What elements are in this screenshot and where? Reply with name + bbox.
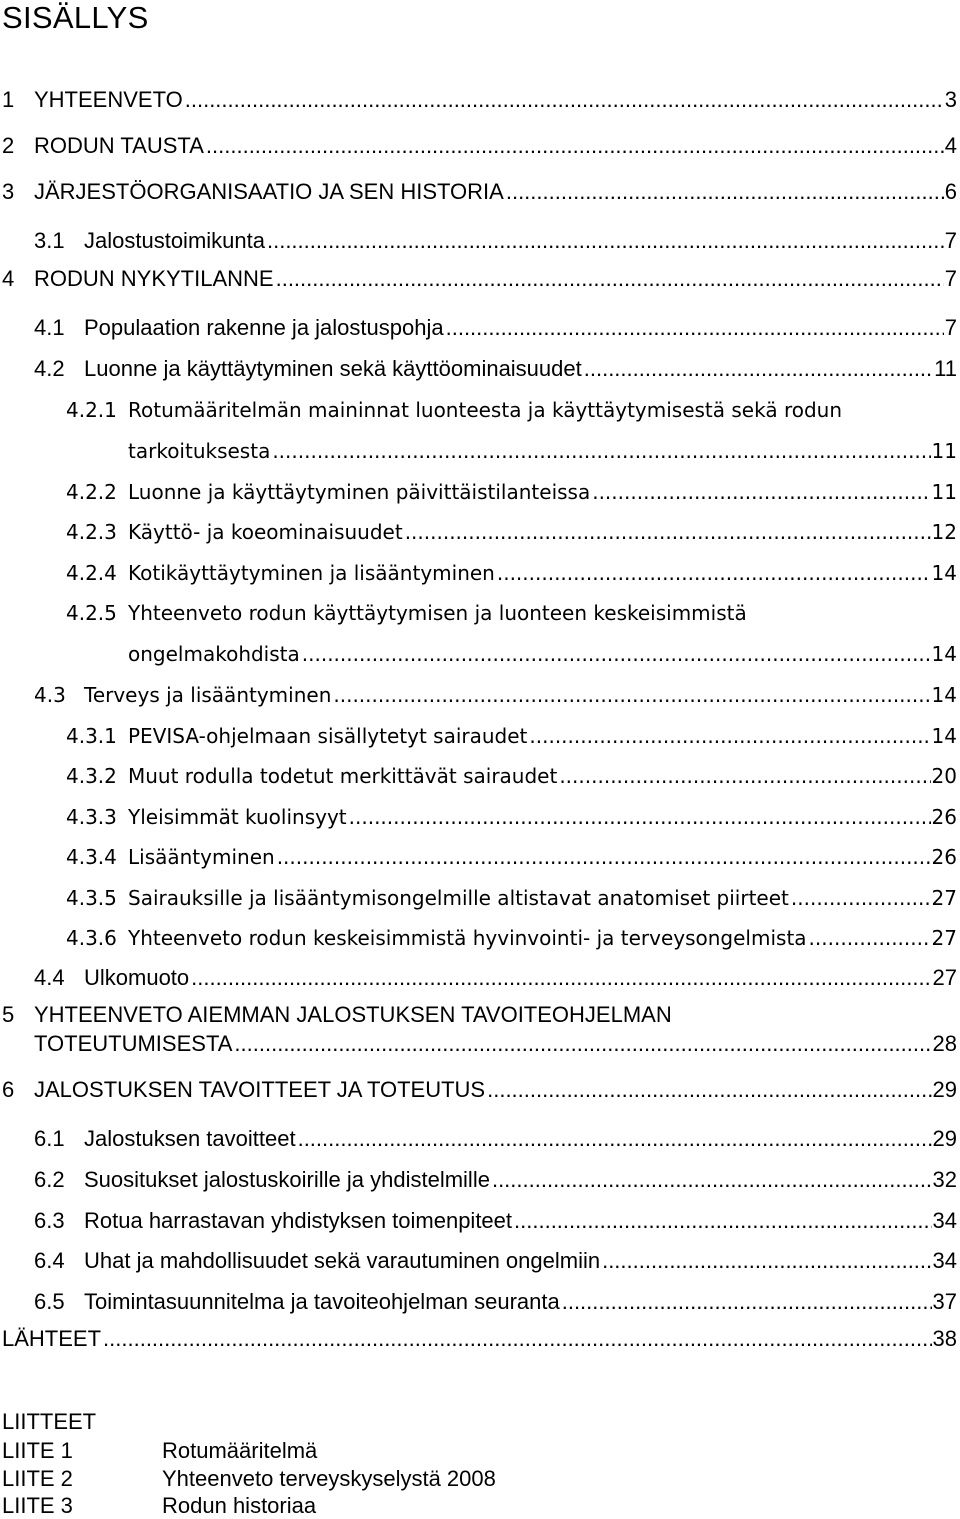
toc-label: Rotumääritelmän maininnat luonteesta ja käyttäytymisestä sekä rodun <box>128 398 843 422</box>
toc-page: 11 <box>934 356 957 381</box>
toc-leader <box>267 228 944 254</box>
toc-leader <box>514 1208 932 1234</box>
toc-leader <box>506 179 944 205</box>
toc-number: 4.2 <box>34 356 65 381</box>
toc-number: 4.3.1 <box>66 724 117 748</box>
toc-label: YHTEENVETO AIEMMAN JALOSTUKSEN TAVOITEOHJELMAN <box>34 1002 672 1027</box>
toc-page: 12 <box>931 520 957 544</box>
toc-page: 14 <box>931 683 957 707</box>
toc-entry[interactable] <box>2 87 957 113</box>
toc-label: Toimintasuunnitelma ja tavoiteohjelman seuranta <box>84 1289 560 1314</box>
toc-page: 34 <box>932 1248 957 1273</box>
toc-entry[interactable] <box>34 315 957 341</box>
toc-leader <box>333 682 930 708</box>
toc-leader <box>103 1326 931 1352</box>
toc-entry[interactable] <box>34 1167 957 1193</box>
toc-leader <box>302 641 931 667</box>
toc-number: 6.3 <box>34 1208 65 1233</box>
toc-entry[interactable] <box>66 763 957 789</box>
appendix-item[interactable] <box>2 1438 317 1464</box>
toc-page: 27 <box>931 886 957 910</box>
toc-page: 29 <box>932 1126 957 1151</box>
toc-page: 32 <box>932 1167 957 1192</box>
toc-label: Terveys ja lisääntyminen <box>84 683 332 707</box>
toc-leader <box>529 723 930 749</box>
toc-leader <box>276 266 944 292</box>
appendix-name: Yhteenveto terveyskyselystä 2008 <box>162 1466 496 1491</box>
toc-page: 26 <box>931 845 957 869</box>
toc-page: 14 <box>931 561 957 585</box>
toc-entry[interactable] <box>66 925 957 951</box>
toc-label: Yhteenveto rodun keskeisimmistä hyvinvointi- ja terveysongelmista <box>128 926 807 950</box>
page-title: SISÄLLYS <box>2 0 149 35</box>
appendix-id: LIITE 3 <box>2 1493 73 1518</box>
toc-number: 4.3.4 <box>66 845 117 869</box>
toc-entry[interactable] <box>128 438 957 464</box>
toc-page: 4 <box>944 133 957 158</box>
toc-page: 38 <box>932 1326 957 1351</box>
appendix-id: LIITE 1 <box>2 1438 73 1463</box>
toc-leader <box>446 315 944 341</box>
toc-number: 3 <box>2 179 15 204</box>
toc-label: JÄRJESTÖORGANISAATIO JA SEN HISTORIA <box>34 179 504 204</box>
toc-label: LÄHTEET <box>2 1326 102 1351</box>
toc-entry[interactable] <box>128 641 957 667</box>
toc-number: 4.3.3 <box>66 805 117 829</box>
toc-number: 4.2.4 <box>66 561 117 585</box>
toc-entry[interactable] <box>34 228 957 254</box>
toc-number: 6.2 <box>34 1167 65 1192</box>
toc-entry[interactable] <box>66 723 957 749</box>
toc-entry[interactable] <box>34 1248 957 1274</box>
toc-number: 2 <box>2 133 15 158</box>
toc-leader <box>272 438 930 464</box>
toc-label-continued: TOTEUTUMISESTA <box>34 1031 233 1056</box>
toc-label: Luonne ja käyttäytyminen päivittäistilanteissa <box>128 480 591 504</box>
toc-label: Käyttö- ja koeominaisuudet <box>128 520 403 544</box>
toc-entry[interactable] <box>66 560 957 586</box>
toc-number: 1 <box>2 87 15 112</box>
toc-label: RODUN NYKYTILANNE <box>34 266 274 291</box>
toc-entry[interactable] <box>66 519 957 545</box>
toc-label: PEVISA-ohjelmaan sisällytetyt sairaudet <box>128 724 528 748</box>
toc-page: 37 <box>932 1289 957 1314</box>
toc-entry-first-line[interactable] <box>66 600 747 626</box>
toc-number: 4 <box>2 266 15 291</box>
appendix-name: Rotumääritelmä <box>162 1438 318 1463</box>
toc-entry[interactable] <box>2 179 957 205</box>
toc-leader <box>602 1248 931 1274</box>
toc-entry[interactable] <box>34 682 957 708</box>
toc-label: Sairauksille ja lisääntymisongelmille altistavat anatomiset piirteet <box>128 886 789 910</box>
toc-label: Ulkomuoto <box>84 965 190 990</box>
toc-label: Yleisimmät kuolinsyyt <box>128 805 347 829</box>
toc-leader <box>559 763 930 789</box>
toc-label: JALOSTUKSEN TAVOITTEET JA TOTEUTUS <box>34 1077 486 1102</box>
toc-entry[interactable] <box>34 356 957 382</box>
toc-page: 3 <box>944 87 957 112</box>
appendix-id: LIITE 2 <box>2 1466 73 1491</box>
toc-entry[interactable] <box>66 844 957 870</box>
toc-entry-first-line[interactable] <box>66 397 842 423</box>
toc-page: 7 <box>944 228 957 253</box>
toc-leader <box>791 885 931 911</box>
toc-label: YHTEENVETO <box>34 87 183 112</box>
toc-number: 4.1 <box>34 315 65 340</box>
toc-number: 6 <box>2 1077 15 1102</box>
toc-entry[interactable] <box>66 479 957 505</box>
toc-entry[interactable] <box>2 1326 957 1352</box>
toc-leader <box>592 479 930 505</box>
toc-page: 7 <box>944 266 957 291</box>
toc-page: 26 <box>931 805 957 829</box>
toc-entry[interactable] <box>34 965 957 991</box>
toc-leader <box>185 87 944 113</box>
toc-number: 4.3.6 <box>66 926 117 950</box>
toc-number: 6.5 <box>34 1289 65 1314</box>
toc-leader <box>405 519 931 545</box>
toc-number: 4.2.2 <box>66 480 117 504</box>
toc-label: Jalostuksen tavoitteet <box>84 1126 296 1151</box>
toc-page: 11 <box>931 439 957 463</box>
toc-page: 14 <box>931 724 957 748</box>
toc-entry[interactable] <box>34 1126 957 1152</box>
toc-label: Populaation rakenne ja jalostuspohja <box>84 315 444 340</box>
toc-page: 6 <box>944 179 957 204</box>
toc-leader <box>487 1077 931 1103</box>
toc-number: 4.4 <box>34 965 65 990</box>
toc-entry[interactable] <box>2 1077 957 1103</box>
toc-leader <box>191 965 931 991</box>
toc-leader <box>497 560 931 586</box>
toc-entry[interactable] <box>34 1289 957 1315</box>
toc-label: Jalostustoimikunta <box>84 228 265 253</box>
toc-number: 4.3.2 <box>66 764 117 788</box>
toc-label: Suositukset jalostuskoirille ja yhdistelmille <box>84 1167 490 1192</box>
toc-entry[interactable] <box>2 266 957 292</box>
toc-leader <box>349 804 931 830</box>
toc-page: 14 <box>931 642 957 666</box>
toc-page: 27 <box>931 926 957 950</box>
toc-entry[interactable] <box>66 885 957 911</box>
toc-leader <box>234 1031 931 1057</box>
toc-leader <box>584 356 933 382</box>
toc-leader <box>298 1126 932 1152</box>
toc-label: Kotikäyttäytyminen ja lisääntyminen <box>128 561 495 585</box>
toc-label: Muut rodulla todetut merkittävät sairaudet <box>128 764 558 788</box>
toc-page: 11 <box>931 480 957 504</box>
toc-label: Yhteenveto rodun käyttäytymisen ja luonteen keskeisimmistä <box>128 601 747 625</box>
toc-entry[interactable] <box>34 1031 957 1057</box>
toc-number: 4.2.5 <box>66 601 117 625</box>
toc-entry[interactable] <box>66 804 957 830</box>
toc-leader <box>809 925 931 951</box>
toc-number: 4.2.1 <box>66 398 117 422</box>
toc-leader <box>492 1167 932 1193</box>
toc-number: 6.4 <box>34 1248 65 1273</box>
toc-label-continued: tarkoituksesta <box>128 439 271 463</box>
toc-page: 27 <box>932 965 957 990</box>
toc-entry[interactable] <box>34 1208 957 1234</box>
toc-page: 28 <box>932 1031 957 1056</box>
appendix-item[interactable] <box>2 1493 316 1519</box>
toc-label-continued: ongelmakohdista <box>128 642 300 666</box>
toc-number: 5 <box>2 1002 15 1027</box>
appendix-item[interactable] <box>2 1466 496 1492</box>
toc-label: Rotua harrastavan yhdistyksen toimenpiteet <box>84 1208 513 1233</box>
toc-label: RODUN TAUSTA <box>34 133 204 158</box>
toc-label: Luonne ja käyttäytyminen sekä käyttöominaisuudet <box>84 356 582 381</box>
toc-page: 34 <box>932 1208 957 1233</box>
toc-entry[interactable] <box>2 133 957 159</box>
toc-leader <box>562 1289 932 1315</box>
toc-number: 4.3.5 <box>66 886 117 910</box>
toc-entry-first-line[interactable] <box>2 1002 672 1028</box>
toc-number: 3.1 <box>34 228 65 253</box>
toc-page: 20 <box>931 764 957 788</box>
toc-leader <box>277 844 931 870</box>
toc-page: 7 <box>944 315 957 340</box>
toc-leader <box>206 133 944 159</box>
appendix-name: Rodun historiaa <box>162 1493 317 1518</box>
toc-number: 4.3 <box>34 683 66 707</box>
toc-label: Uhat ja mahdollisuudet sekä varautuminen ongelmiin <box>84 1248 601 1273</box>
appendices-heading: LIITTEET <box>2 1409 97 1434</box>
toc-number: 4.2.3 <box>66 520 117 544</box>
toc-label: Lisääntyminen <box>128 845 275 869</box>
toc-number: 6.1 <box>34 1126 65 1151</box>
toc-page: 29 <box>932 1077 957 1102</box>
